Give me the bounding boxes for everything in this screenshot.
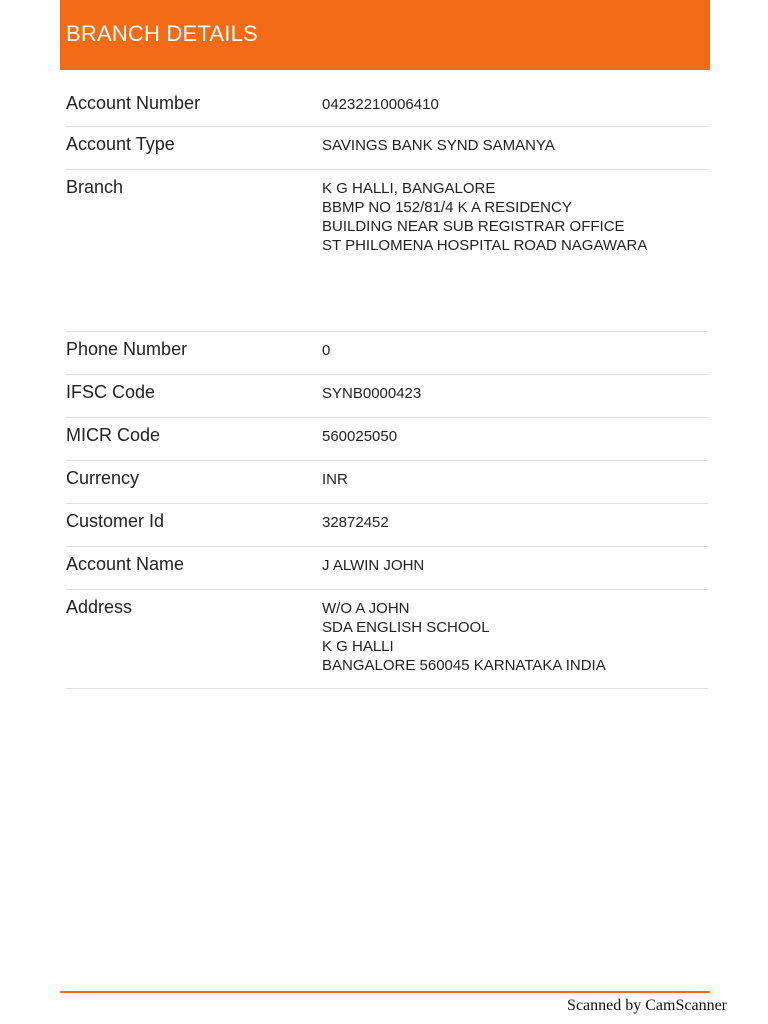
detail-label: Address [66, 597, 133, 617]
detail-value: J ALWIN JOHN [322, 557, 425, 574]
detail-row-currency [66, 461, 708, 504]
detail-value: SAVINGS BANK SYND SAMANYA [322, 137, 555, 154]
detail-row-account-name [66, 547, 708, 590]
scanner-watermark: Scanned by CamScanner [567, 997, 727, 1014]
detail-label: Account Name [66, 554, 185, 574]
detail-value: 32872452 [322, 514, 389, 531]
detail-row-account-number [66, 86, 708, 127]
detail-label: Account Type [66, 134, 175, 154]
detail-value: K G HALLI, BANGALORE BBMP NO 152/81/4 K A RESIDENCY BUILDING NEAR SUB REGISTRAR OFFICE ST PHILOMENA HOSPITAL ROAD NAGAWARA [322, 180, 648, 254]
detail-label: MICR Code [66, 425, 161, 445]
footer-divider [60, 991, 710, 993]
detail-value: 04232210006410 [322, 96, 439, 113]
detail-label: IFSC Code [66, 382, 156, 402]
detail-row-account-type [66, 127, 708, 170]
detail-label: Phone Number [66, 339, 188, 359]
detail-value: 560025050 [322, 428, 398, 445]
page-title: BRANCH DETAILS [66, 21, 258, 46]
detail-row-customer-id [66, 504, 708, 547]
detail-value: W/O A JOHN SDA ENGLISH SCHOOL K G HALLI BANGALORE 560045 KARNATAKA INDIA [322, 600, 606, 674]
detail-row-branch [66, 170, 708, 332]
detail-label: Branch [66, 177, 124, 197]
header-bar [60, 0, 710, 70]
branch-details-list [66, 86, 708, 689]
detail-value: INR [322, 471, 348, 488]
detail-row-micr-code [66, 418, 708, 461]
detail-value: 0 [322, 342, 331, 359]
detail-label: Account Number [66, 93, 201, 113]
detail-label: Currency [66, 468, 140, 488]
detail-row-address [66, 590, 708, 689]
detail-label: Customer Id [66, 511, 165, 531]
detail-value: SYNB0000423 [322, 385, 422, 402]
detail-row-ifsc-code [66, 375, 708, 418]
detail-row-phone-number [66, 332, 708, 375]
